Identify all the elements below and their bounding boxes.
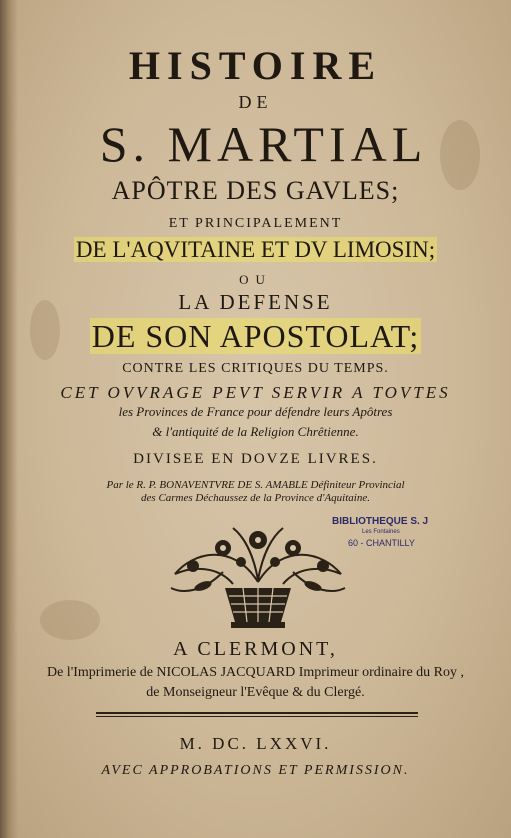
title-aquitaine-limosin-text: DE L'AQVITAINE ET DV LIMOSIN; [75, 237, 436, 262]
title-apotre-des-gaules: APÔTRE DES GAVLES; [111, 176, 400, 205]
divider-rule-thin [96, 716, 418, 717]
imprint-patron: de Monseigneur l'Evêque & du Clergé. [146, 685, 365, 700]
publication-date: M. DC. LXXVI. [179, 734, 332, 753]
title-ou: OU [239, 272, 272, 287]
title-divisee: DIVISEE EN DOVZE LIVRES. [133, 451, 378, 467]
title-aquitaine-limosin [0, 237, 511, 263]
title-s-martial: S. MARTIAL [99, 116, 428, 172]
title-et-principalement: ET PRINCIPALEMENT [168, 216, 343, 231]
title-son-apostolat [0, 318, 511, 355]
title-de: DE [238, 92, 273, 112]
author-affiliation: des Carmes Déchaussez de la Province d'Aquitaine. [141, 492, 370, 504]
title-cet-ouvrage: CET OVVRAGE PEVT SERVIR A TOVTES [60, 383, 451, 402]
stamp-location: Les Fontaines [362, 529, 400, 535]
flower-basket-ornament [163, 522, 353, 632]
title-histoire: HISTOIRE [128, 43, 383, 88]
title-antiquite: & l'antiquité de la Religion Chrêtienne. [152, 424, 359, 439]
title-provinces: les Provinces de France pour défendre leurs Apôtres [118, 404, 393, 419]
imprint-printer: De l'Imprimerie de NICOLAS JACQUARD Imprimeur ordinaire du Roy , [46, 665, 464, 680]
author-line: Par le R. P. BONAVENTVRE DE S. AMABLE Définiteur Provincial [106, 479, 405, 491]
imprint-city: A CLERMONT, [173, 638, 338, 660]
divider-rule [96, 712, 418, 714]
title-contre-critiques: CONTRE LES CRITIQUES DU TEMPS. [122, 361, 389, 376]
title-la-defense: LA DEFENSE [178, 290, 333, 314]
stamp-library-name: BIBLIOTHEQUE S. J [332, 516, 429, 527]
paper-stain [40, 600, 100, 640]
permission-line: AVEC APPROBATIONS ET PERMISSION. [101, 763, 410, 778]
stamp-city: 60 - CHANTILLY [348, 538, 415, 548]
title-son-apostolat-text: DE SON APOSTOLAT; [91, 318, 420, 354]
